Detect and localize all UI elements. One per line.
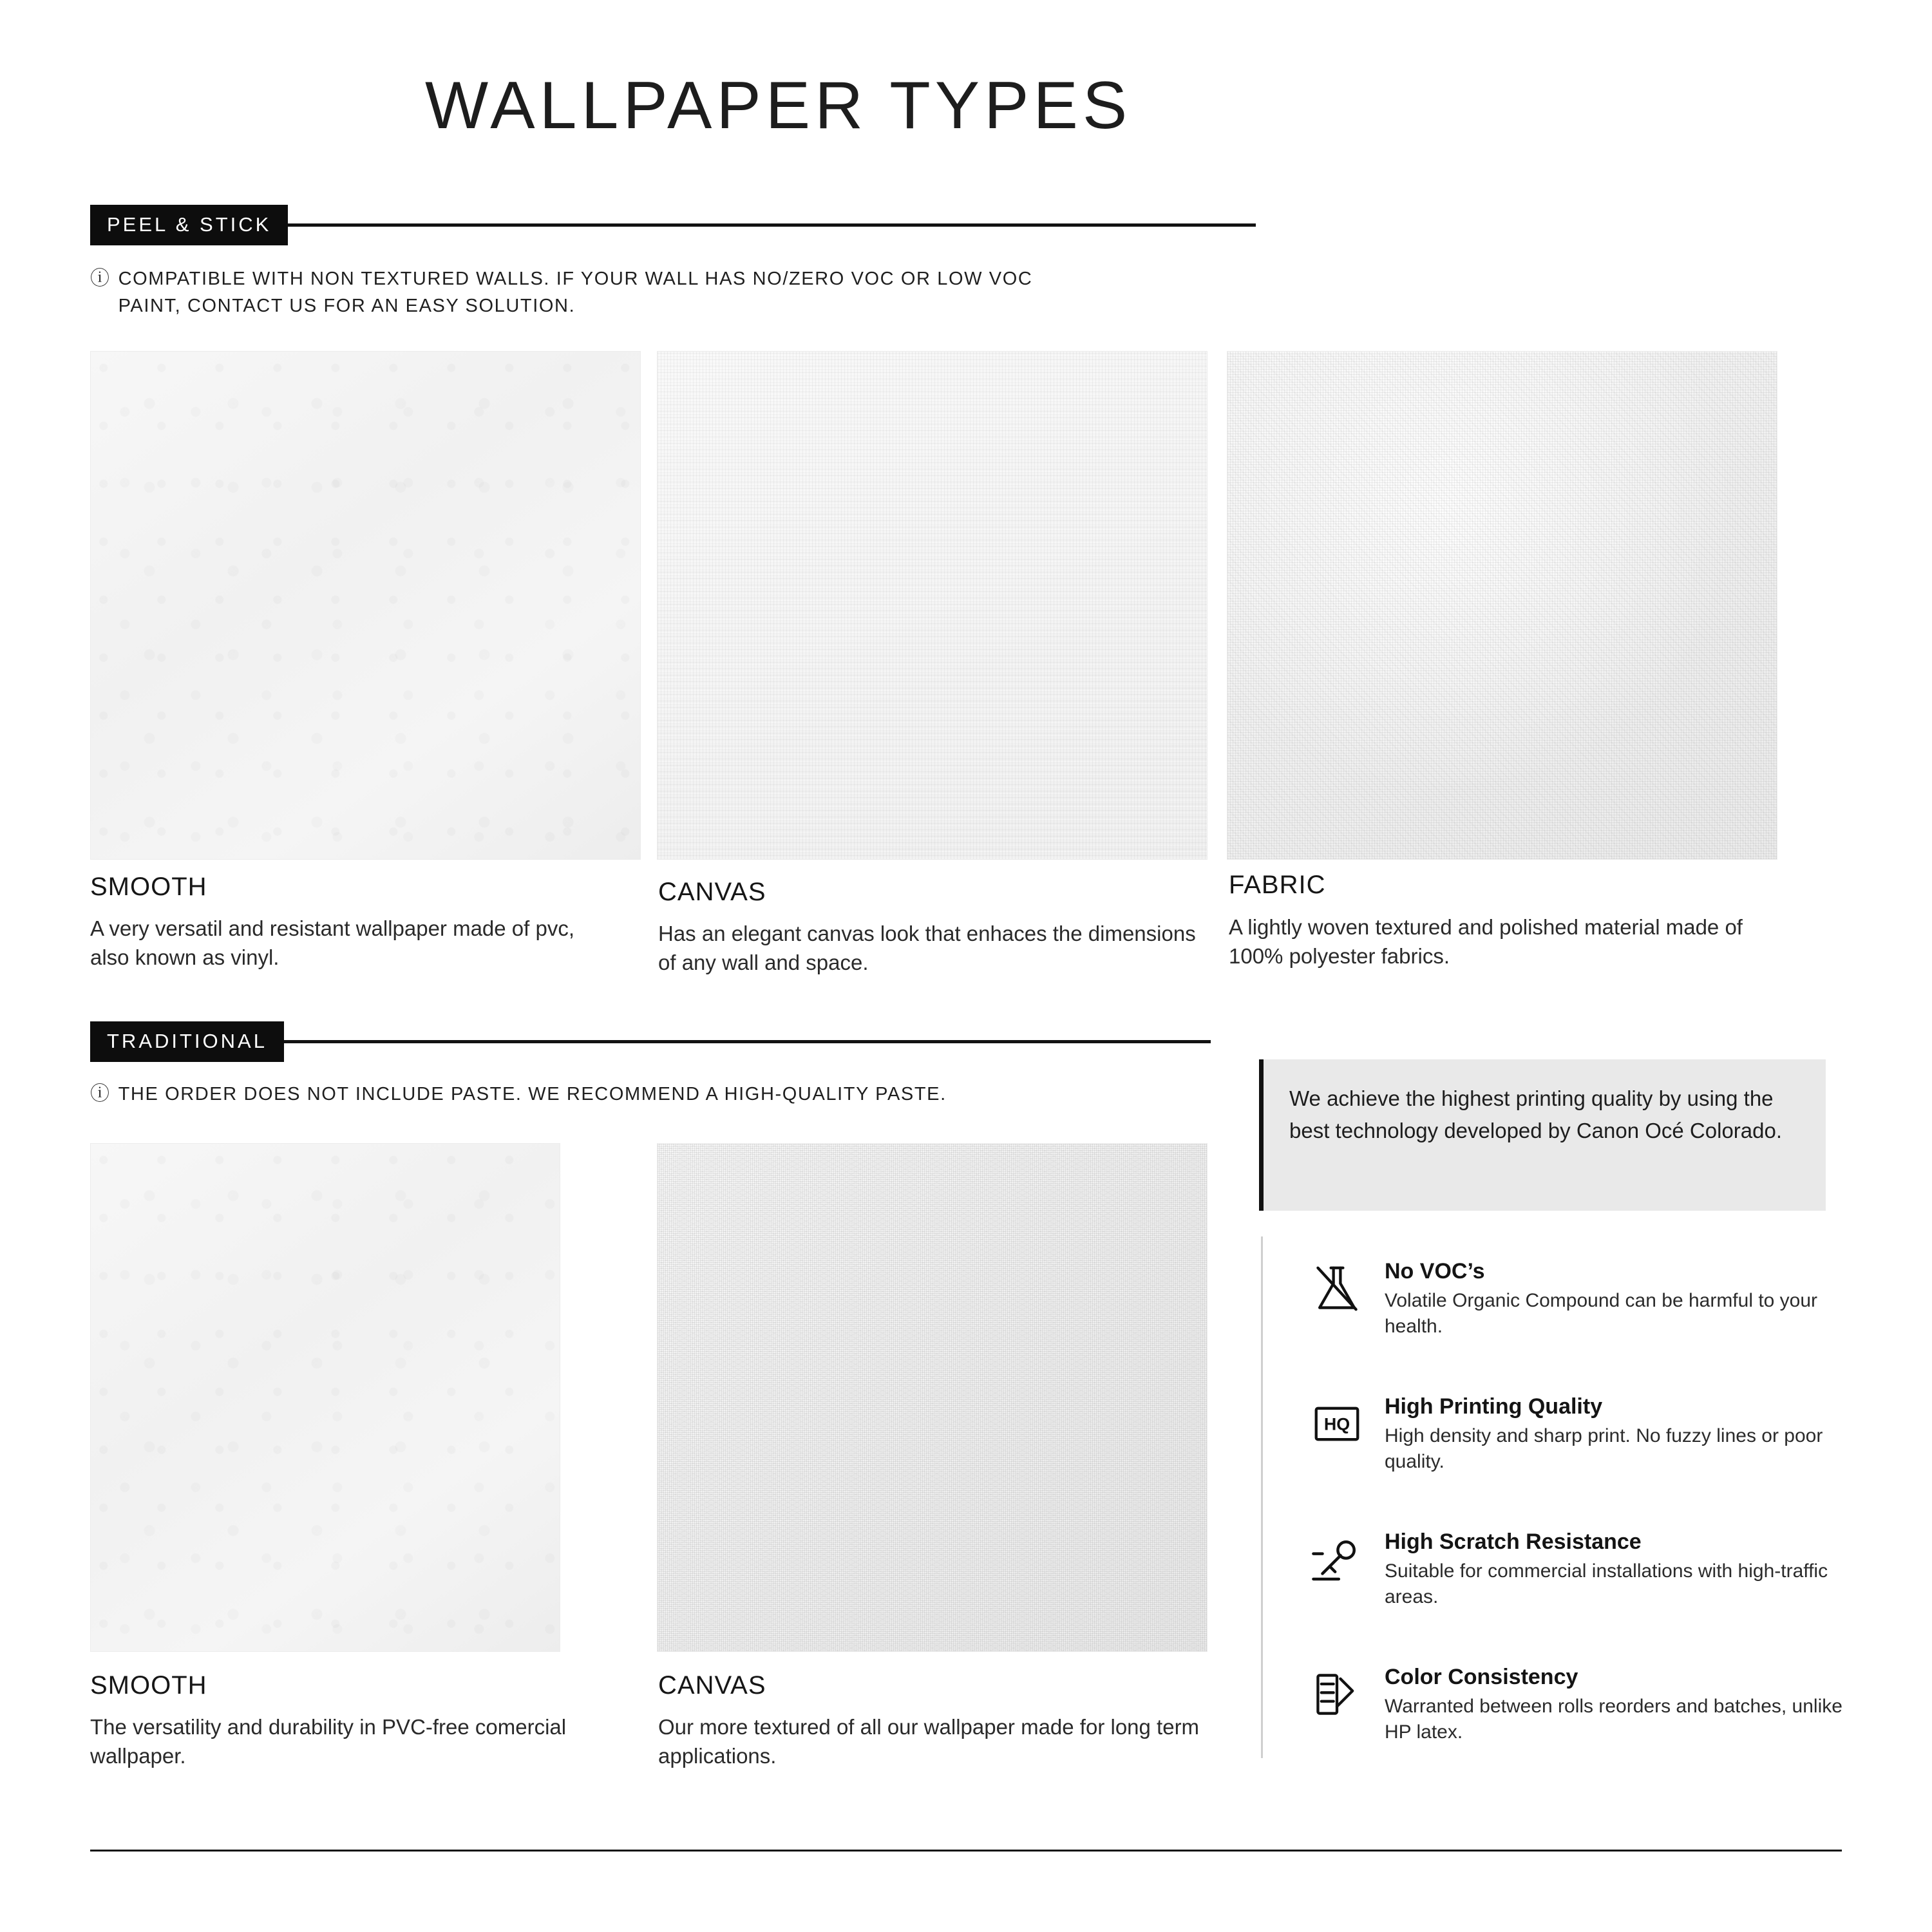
hq-print-icon — [1307, 1394, 1367, 1454]
quality-quote-text: We achieve the highest printing quality by using the best technology developed by Canon Océ Colorado. — [1289, 1086, 1783, 1142]
feature-title: Color Consistency — [1385, 1665, 1578, 1689]
feature-description: High density and sharp print. No fuzzy lines or poor quality. — [1385, 1425, 1823, 1473]
section-header-traditional — [90, 1021, 1211, 1062]
card-title-peel-canvas: CANVAS — [658, 878, 766, 906]
section-tag-traditional: TRADITIONAL — [90, 1021, 284, 1062]
color-consistency-icon — [1307, 1665, 1367, 1724]
feature-title: High Scratch Resistance — [1385, 1530, 1642, 1554]
section-note-peel-and-stick — [90, 265, 1056, 319]
footer-divider — [90, 1850, 1842, 1852]
info-icon: ⓘ — [90, 1083, 111, 1104]
feature-color-consistency — [1307, 1665, 1861, 1745]
card-desc-peel-canvas: Has an elegant canvas look that enhaces the dimensions of any wall and space. — [658, 922, 1196, 974]
card-title-traditional-canvas: CANVAS — [658, 1671, 766, 1700]
section-note-text: COMPATIBLE WITH NON TEXTURED WALLS. IF YOUR WALL HAS NO/ZERO VOC OR LOW VOC PAINT, CONTACT US FOR AN EASY SOLUTION. — [118, 269, 1033, 317]
no-voc-flask-icon — [1307, 1259, 1367, 1318]
feature-title: No VOC’s — [1385, 1259, 1485, 1283]
feature-title: High Printing Quality — [1385, 1394, 1603, 1419]
scratch-resistance-icon — [1307, 1530, 1367, 1589]
card-desc-peel-smooth: A very versatil and resistant wallpaper made of pvc, also known as vinyl. — [90, 916, 575, 969]
swatch-peel-canvas — [657, 351, 1208, 860]
svg-text:HQ: HQ — [1323, 1414, 1350, 1434]
card-desc-traditional-smooth: The versatility and durability in PVC-free comercial wallpaper. — [90, 1715, 567, 1768]
info-icon: ⓘ — [90, 268, 111, 289]
feature-description: Suitable for commercial installations with high-traffic areas. — [1385, 1560, 1828, 1608]
card-desc-peel-fabric: A lightly woven textured and polished material made of 100% polyester fabrics. — [1229, 915, 1743, 968]
feature-high-printing-quality — [1307, 1394, 1861, 1475]
feature-list-divider — [1261, 1236, 1263, 1758]
swatch-traditional-canvas — [657, 1143, 1208, 1652]
section-header-peel-and-stick — [90, 205, 1256, 245]
feature-high-scratch-resistance — [1307, 1530, 1861, 1610]
swatch-traditional-smooth — [90, 1143, 560, 1652]
card-desc-traditional-canvas: Our more textured of all our wallpaper made for long term applications. — [658, 1715, 1200, 1768]
section-note-traditional — [90, 1081, 1185, 1108]
section-tag-peel-and-stick: PEEL & STICK — [90, 205, 288, 245]
card-title-peel-fabric: FABRIC — [1229, 871, 1326, 899]
feature-no-voc — [1307, 1259, 1861, 1340]
section-rule — [288, 223, 1256, 227]
feature-description: Volatile Organic Compound can be harmful to your health. — [1385, 1290, 1818, 1338]
section-note-text: THE ORDER DOES NOT INCLUDE PASTE. WE RECOMMEND A HIGH-QUALITY PASTE. — [118, 1084, 947, 1104]
swatch-peel-smooth — [90, 351, 641, 860]
card-title-peel-smooth: SMOOTH — [90, 873, 207, 901]
swatch-peel-fabric — [1227, 351, 1777, 860]
section-rule — [284, 1040, 1211, 1043]
quality-quote-box — [1259, 1059, 1826, 1211]
page-title: WALLPAPER TYPES — [425, 68, 1132, 143]
card-title-traditional-smooth: SMOOTH — [90, 1671, 207, 1700]
feature-description: Warranted between rolls reorders and batches, unlike HP latex. — [1385, 1696, 1842, 1743]
